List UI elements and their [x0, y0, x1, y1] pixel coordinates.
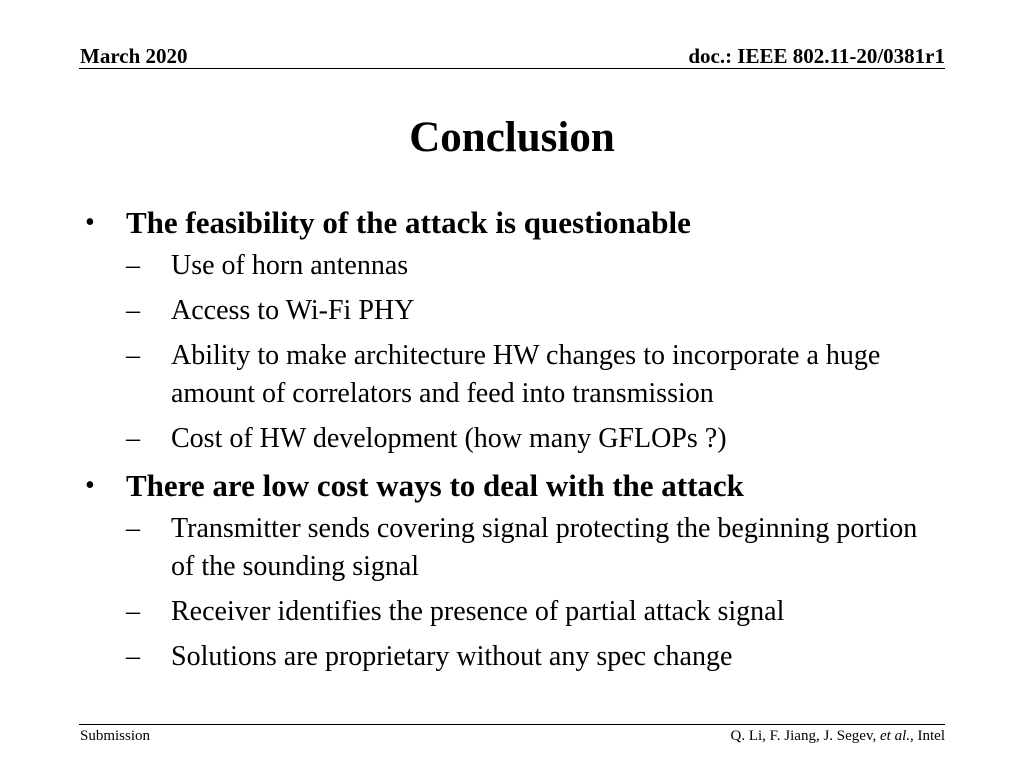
dash-icon: – — [126, 423, 140, 454]
footer-authors — [731, 728, 946, 745]
dash-icon: – — [126, 250, 140, 281]
dash-icon: – — [126, 641, 140, 672]
sub-list — [126, 247, 945, 458]
footer-authors-prefix: Q. Li, F. Jiang, J. Segev, — [730, 728, 877, 744]
sub-text: Access to Wi-Fi PHY — [171, 295, 415, 326]
bullet-icon: • — [85, 470, 95, 501]
footer-authors-etal: et al. — [880, 728, 910, 744]
footer-submission: Submission — [80, 728, 151, 744]
footer-divider — [79, 724, 945, 725]
header-divider — [79, 68, 945, 69]
sub-item — [126, 510, 945, 586]
dash-icon: – — [126, 596, 140, 627]
sub-list — [126, 510, 945, 676]
sub-item — [126, 638, 945, 676]
dash-icon: – — [126, 513, 140, 544]
header-doc-id: doc.: IEEE 802.11-20/0381r1 — [688, 44, 945, 68]
dash-icon: – — [126, 295, 140, 326]
sub-text: Cost of HW development (how many GFLOPs ?) — [171, 423, 727, 454]
sub-text: Receiver identifies the presence of partial attack signal — [171, 596, 785, 627]
sub-text: Ability to make architecture HW changes to incorporate a huge amount of correlators and feed into transmission — [171, 340, 881, 409]
bullet-item — [85, 203, 945, 458]
bullet-icon: • — [85, 207, 95, 238]
sub-item — [126, 337, 945, 413]
bullet-list — [85, 203, 945, 684]
header-date: March 2020 — [80, 44, 188, 68]
sub-item — [126, 247, 945, 285]
sub-text: Solutions are proprietary without any spec change — [171, 641, 733, 672]
slide-title: Conclusion — [409, 114, 615, 161]
footer-authors-suffix: , Intel — [910, 728, 945, 744]
bullet-text: There are low cost ways to deal with the attack — [126, 468, 744, 503]
bullet-text: The feasibility of the attack is questionable — [126, 205, 691, 240]
bullet-item — [85, 466, 945, 676]
dash-icon: – — [126, 340, 140, 371]
sub-text: Transmitter sends covering signal protecting the beginning portion of the sounding signal — [171, 513, 918, 582]
sub-item — [126, 593, 945, 631]
sub-text: Use of horn antennas — [171, 250, 409, 281]
sub-item — [126, 420, 945, 458]
sub-item — [126, 292, 945, 330]
